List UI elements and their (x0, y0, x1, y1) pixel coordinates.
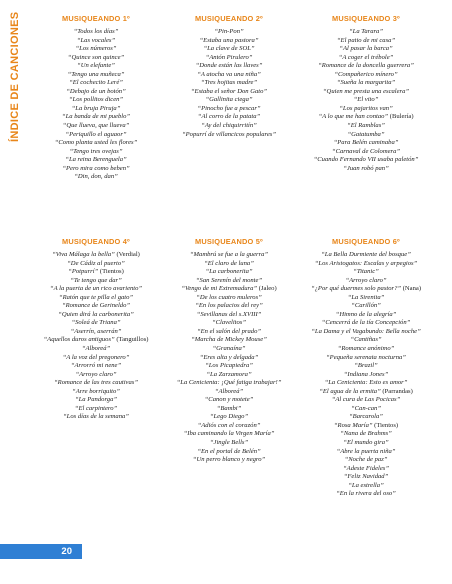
song-item (300, 165, 432, 174)
song-title: “Cuando Fernando VII usaba paletón” (313, 156, 419, 164)
song-item (300, 28, 432, 37)
song-title: “Tengo tres ovejas” (69, 147, 123, 155)
section-musiqueando-4 (30, 237, 162, 422)
song-item (30, 139, 162, 148)
song-item (300, 482, 432, 491)
song-title: “Los Picapiedra” (205, 362, 253, 370)
song-title: “La estrella” (348, 481, 384, 489)
section-title: MUSIQUEANDO 2º (195, 14, 263, 23)
song-title: “Adeste Fideles” (343, 464, 389, 472)
song-item (300, 319, 432, 328)
song-title: “Iba caminando la Virgen María” (183, 430, 275, 438)
song-item (30, 88, 162, 97)
song-title: “El carpintero” (74, 404, 118, 412)
song-title: “Arre borriquito” (72, 387, 120, 395)
song-title: “En el salón del prado” (196, 327, 262, 335)
song-title: “Quien me presta una escalera” (322, 87, 410, 95)
song-title: “Clavelitos” (211, 319, 247, 327)
song-item (163, 422, 295, 431)
song-item (163, 105, 295, 114)
song-item (163, 413, 295, 422)
song-title: “A atocha va una niña” (197, 70, 261, 78)
song-item (163, 45, 295, 54)
song-item (163, 439, 295, 448)
song-item (300, 311, 432, 320)
song-item (30, 131, 162, 140)
song-item (300, 285, 432, 294)
section-title: MUSIQUEANDO 3º (332, 14, 400, 23)
song-title: “Los días de la semana” (63, 413, 129, 421)
song-item (30, 62, 162, 71)
song-item (30, 285, 162, 294)
song-title: “Antón Pirulero” (205, 53, 253, 61)
song-title: “Noche de paz” (344, 456, 388, 464)
song-item (163, 448, 295, 457)
section-musiqueando-6 (300, 237, 432, 499)
song-title: “La Cenicienta: Esto es amor” (324, 379, 408, 387)
song-title: “De Cádiz al puerto” (67, 259, 125, 267)
song-title: “Rosa María” (333, 421, 373, 429)
song-title: “A lo que me han contao” (318, 113, 389, 121)
song-title: “Los números” (75, 45, 117, 53)
song-item (163, 113, 295, 122)
song-title: “Sevillanas del s.XVIII” (196, 310, 262, 318)
song-title: “Pinocho fue a pescar” (197, 104, 261, 112)
song-item (163, 388, 295, 397)
song-title: “Al pasar la barca” (339, 45, 393, 53)
section-musiqueando-5 (163, 237, 295, 465)
song-title: “La Sirenita” (347, 293, 385, 301)
song-item (30, 96, 162, 105)
song-item (300, 456, 432, 465)
song-title: “Ay del chiquirritín” (201, 122, 257, 130)
section-musiqueando-1 (30, 14, 162, 182)
song-title: “El mundo gira” (343, 439, 389, 447)
song-style-note: (Tientos) (372, 421, 399, 429)
song-item (300, 37, 432, 46)
song-item (30, 148, 162, 157)
song-title: “Can-can” (350, 404, 382, 412)
song-item (300, 336, 432, 345)
song-item (300, 54, 432, 63)
song-title: “Din, don, dan” (74, 173, 118, 181)
song-item (300, 490, 432, 499)
song-item (30, 371, 162, 380)
song-title: “Estaba una pastora” (199, 36, 259, 44)
song-list (30, 28, 162, 182)
section-title: MUSIQUEANDO 6º (332, 237, 400, 246)
song-item (163, 396, 295, 405)
song-title: “Un perro blanco y negro” (192, 456, 266, 464)
song-title: “Pequeña serenata nocturna” (326, 353, 406, 361)
song-item (30, 251, 162, 260)
song-item (163, 456, 295, 465)
song-item (300, 473, 432, 482)
song-title: “Romance de la doncella guerrera” (318, 62, 414, 70)
song-item (300, 131, 432, 140)
song-item (163, 336, 295, 345)
song-item (300, 277, 432, 286)
song-title: “Al corro de la patata” (197, 113, 261, 121)
song-item (163, 251, 295, 260)
song-item (30, 319, 162, 328)
song-title: “Alboreá” (81, 345, 111, 353)
song-item (30, 105, 162, 114)
song-item (30, 156, 162, 165)
song-item (300, 105, 432, 114)
song-item (163, 354, 295, 363)
song-title: “A la puerta de un rico avariento” (49, 285, 143, 293)
song-title: “San Serenín del monte” (195, 276, 263, 284)
song-item (163, 371, 295, 380)
song-item (300, 396, 432, 405)
song-item (300, 71, 432, 80)
song-title: “Popurrí de villancicos populares” (181, 130, 277, 138)
song-item (30, 165, 162, 174)
song-title: “Himno de la alegría” (335, 310, 397, 318)
song-item (163, 345, 295, 354)
song-item (300, 388, 432, 397)
song-title: “El cochecito Leré” (69, 79, 123, 87)
song-title: “Tengo una muñeca” (67, 70, 125, 78)
song-item (30, 28, 162, 37)
song-title: “Para Belén caminaba” (333, 139, 399, 147)
song-title: “Potpurrí” (68, 268, 99, 276)
song-item (163, 268, 295, 277)
song-item (30, 37, 162, 46)
song-item (30, 405, 162, 414)
song-title: “Cencerrá de la tía Concepción” (321, 319, 411, 327)
song-style-note: (Tientos) (98, 268, 124, 276)
song-title: “La bruja Piruja” (71, 104, 121, 112)
song-item (300, 362, 432, 371)
song-item (163, 328, 295, 337)
song-title: “La Pandorga” (74, 396, 118, 404)
song-item (300, 439, 432, 448)
song-title: “A coger el trébole” (338, 53, 394, 61)
song-item (300, 371, 432, 380)
song-item (163, 277, 295, 286)
song-title: “El Ramblas” (347, 122, 385, 130)
song-title: “Alboreá” (214, 387, 244, 395)
song-list (30, 251, 162, 422)
song-item (300, 79, 432, 88)
song-title: “Las vocales” (76, 36, 116, 44)
song-title: “Compañerico mínero” (334, 70, 398, 78)
song-title: “En la rivera del oso” (336, 490, 396, 498)
song-title: “Vengo de mi Extremadura” (181, 285, 258, 293)
song-title: “Quien dirá la carbonerita” (58, 310, 134, 318)
song-title: “Arroyo claro” (345, 276, 387, 284)
song-title: “Quince son quince” (67, 53, 125, 61)
song-list (163, 28, 295, 139)
song-item (163, 79, 295, 88)
song-item (163, 131, 295, 140)
song-item (300, 113, 432, 122)
song-title: “Eres alta y delgada” (199, 353, 259, 361)
song-title: “Titanic” (353, 268, 379, 276)
song-title: “Que llueva, que llueva” (62, 122, 130, 130)
song-title: “A la voz del pregonero” (62, 353, 130, 361)
song-item (30, 336, 162, 345)
song-title: “Como planta usted les flores” (54, 139, 138, 147)
song-title: “El patio de mi casa” (336, 36, 396, 44)
song-item (300, 354, 432, 363)
song-title: “Al cura de Las Pocicas” (331, 396, 401, 404)
song-title: “Romance de las tres cautivas” (54, 379, 138, 387)
song-title: “Cantiñas” (350, 336, 382, 344)
song-title: “¿Por qué duermes solo pastor?” (310, 285, 402, 293)
song-title: “Bambi” (216, 404, 242, 412)
song-title: “Jingle Bells” (209, 439, 249, 447)
song-item (163, 362, 295, 371)
song-title: “Donde están las llaves” (195, 62, 263, 70)
song-item (30, 71, 162, 80)
song-title: “Brazil” (354, 362, 378, 370)
song-item (163, 379, 295, 388)
page-number: 20 (0, 544, 82, 559)
song-title: “La reina Berenguela” (65, 156, 127, 164)
song-list (300, 251, 432, 499)
song-item (30, 268, 162, 277)
song-style-note: (Parrandas) (380, 387, 413, 395)
song-item (300, 96, 432, 105)
song-style-note: (Tanguillos) (114, 336, 149, 344)
song-item (30, 302, 162, 311)
song-item (300, 139, 432, 148)
song-title: “Los pollitos dicen” (68, 96, 124, 104)
song-title: “La Zarzamora” (206, 370, 252, 378)
song-title: “Mambrú se fue a la guerra” (189, 251, 269, 258)
song-title: “Debajo de un botón” (66, 87, 126, 95)
song-style-note: (Jaleo) (257, 285, 277, 293)
song-title: “Gallinita ciega” (205, 96, 253, 104)
song-item (163, 54, 295, 63)
song-item (30, 379, 162, 388)
song-title: “Granaína” (212, 345, 246, 353)
song-title: “Arrorró mi nene” (70, 362, 122, 370)
section-musiqueando-2 (163, 14, 295, 139)
song-title: “Gatatumba” (347, 130, 385, 138)
song-item (300, 302, 432, 311)
song-title: “El agua de la ermita” (319, 387, 381, 395)
song-title: “Barcarola” (349, 413, 383, 421)
song-title: “Canon y motete” (204, 396, 254, 404)
section-title: MUSIQUEANDO 5º (195, 237, 263, 246)
song-item (163, 311, 295, 320)
song-title: “Juan robó pan” (343, 164, 389, 172)
song-title: “Tres hojitas madre” (200, 79, 258, 87)
song-title: “La banda de mi pueblo” (61, 113, 131, 121)
song-title: “De los cuatro muleros” (196, 293, 262, 301)
song-title: “Indiana Jones” (343, 370, 389, 378)
song-item (30, 328, 162, 337)
song-title: “La Tarara” (348, 28, 384, 35)
song-item (30, 122, 162, 131)
song-item (30, 45, 162, 54)
song-item (30, 277, 162, 286)
song-item (30, 54, 162, 63)
song-title: “El claro de luna” (204, 259, 254, 267)
song-title: “Carillón” (351, 302, 381, 310)
song-item (300, 251, 432, 260)
song-title: “Soleá de Triana” (71, 319, 121, 327)
song-item (30, 388, 162, 397)
song-style-note: (Verdial) (114, 251, 140, 258)
song-item (30, 311, 162, 320)
song-title: “Los Aristogatos: Escalas y arpegios” (314, 259, 418, 267)
song-item (163, 302, 295, 311)
song-item (163, 96, 295, 105)
song-title: “La Dama y el Vagabundo: Bella noche” (311, 327, 421, 335)
song-style-note: (Bulería) (388, 113, 414, 121)
song-title: “Carnaval de Colomera” (331, 147, 401, 155)
song-item (300, 465, 432, 474)
song-title: “En el portal de Belén” (197, 447, 261, 455)
song-item (30, 396, 162, 405)
song-item (300, 294, 432, 303)
song-item (300, 422, 432, 431)
song-title: “Te tengo que dar” (70, 276, 122, 284)
side-title: ÍNDICE DE CANCIONES (9, 11, 21, 142)
song-item (163, 260, 295, 269)
song-title: “Aserrín, aserrán” (70, 327, 122, 335)
section-title: MUSIQUEANDO 1º (62, 14, 130, 23)
song-title: “Ratón que te pilla el gato” (58, 293, 134, 301)
song-title: “Los pajaritos van” (339, 104, 393, 112)
song-title: “Viva Málaga la bella” (52, 251, 115, 258)
song-style-note: (Nana) (401, 285, 422, 293)
song-item (163, 319, 295, 328)
song-item (163, 28, 295, 37)
song-item (300, 122, 432, 131)
song-item (163, 430, 295, 439)
song-title: “Marcha de Mickey Mouse” (191, 336, 267, 344)
song-item (163, 285, 295, 294)
song-title: “En los palacios del rey” (195, 302, 263, 310)
song-title: “Todos los días” (73, 28, 119, 35)
song-item (163, 122, 295, 131)
song-title: “Periquillo el aguaor” (65, 130, 127, 138)
song-item (300, 379, 432, 388)
song-title: “La carbonerita” (205, 268, 253, 276)
song-title: “La Bella Durmiente del bosque” (321, 251, 411, 258)
song-title: “Romance anónimo” (337, 345, 395, 353)
song-item (300, 413, 432, 422)
song-item (30, 354, 162, 363)
song-title: “Un elefante” (77, 62, 115, 70)
song-item (30, 413, 162, 422)
song-item (300, 328, 432, 337)
song-item (30, 260, 162, 269)
song-list (163, 251, 295, 465)
song-item (30, 362, 162, 371)
song-title: “Adiós con el corazón” (197, 421, 261, 429)
song-title: “Arroyo claro” (75, 370, 117, 378)
song-item (163, 405, 295, 414)
song-title: “Pero mira como beben” (62, 164, 130, 172)
song-title: “La clave de SOL” (203, 45, 255, 53)
song-title: “Pin-Pon” (214, 28, 244, 35)
song-title: “Romance de Gerineldo” (61, 302, 131, 310)
song-item (300, 62, 432, 71)
song-list (300, 28, 432, 173)
song-item (300, 448, 432, 457)
song-title: “Aquellos duros antiguos” (43, 336, 115, 344)
song-item (300, 45, 432, 54)
song-item (163, 294, 295, 303)
song-item (163, 71, 295, 80)
song-item (30, 79, 162, 88)
song-item (30, 173, 162, 182)
song-item (300, 268, 432, 277)
song-title: “Sueña la margarita” (336, 79, 396, 87)
section-title: MUSIQUEANDO 4º (62, 237, 130, 246)
song-item (30, 345, 162, 354)
song-item (300, 148, 432, 157)
song-item (30, 113, 162, 122)
song-item (300, 88, 432, 97)
song-item (300, 260, 432, 269)
song-item (163, 37, 295, 46)
song-item (30, 294, 162, 303)
song-title: “Estaba el señor Don Gato” (190, 87, 268, 95)
song-title: “Feliz Navidad” (343, 473, 389, 481)
song-item (300, 405, 432, 414)
song-title: “Lego Diego” (209, 413, 249, 421)
song-title: “El vito” (353, 96, 379, 104)
song-item (163, 88, 295, 97)
song-item (300, 430, 432, 439)
song-title: “Abre la puerta niña” (336, 447, 396, 455)
song-item (163, 62, 295, 71)
song-title: “La Cenicienta: ¡Qué fatiga trabajar!” (176, 379, 282, 387)
song-title: “Nana de Brahms” (340, 430, 392, 438)
song-item (300, 345, 432, 354)
song-item (300, 156, 432, 165)
section-musiqueando-3 (300, 14, 432, 173)
